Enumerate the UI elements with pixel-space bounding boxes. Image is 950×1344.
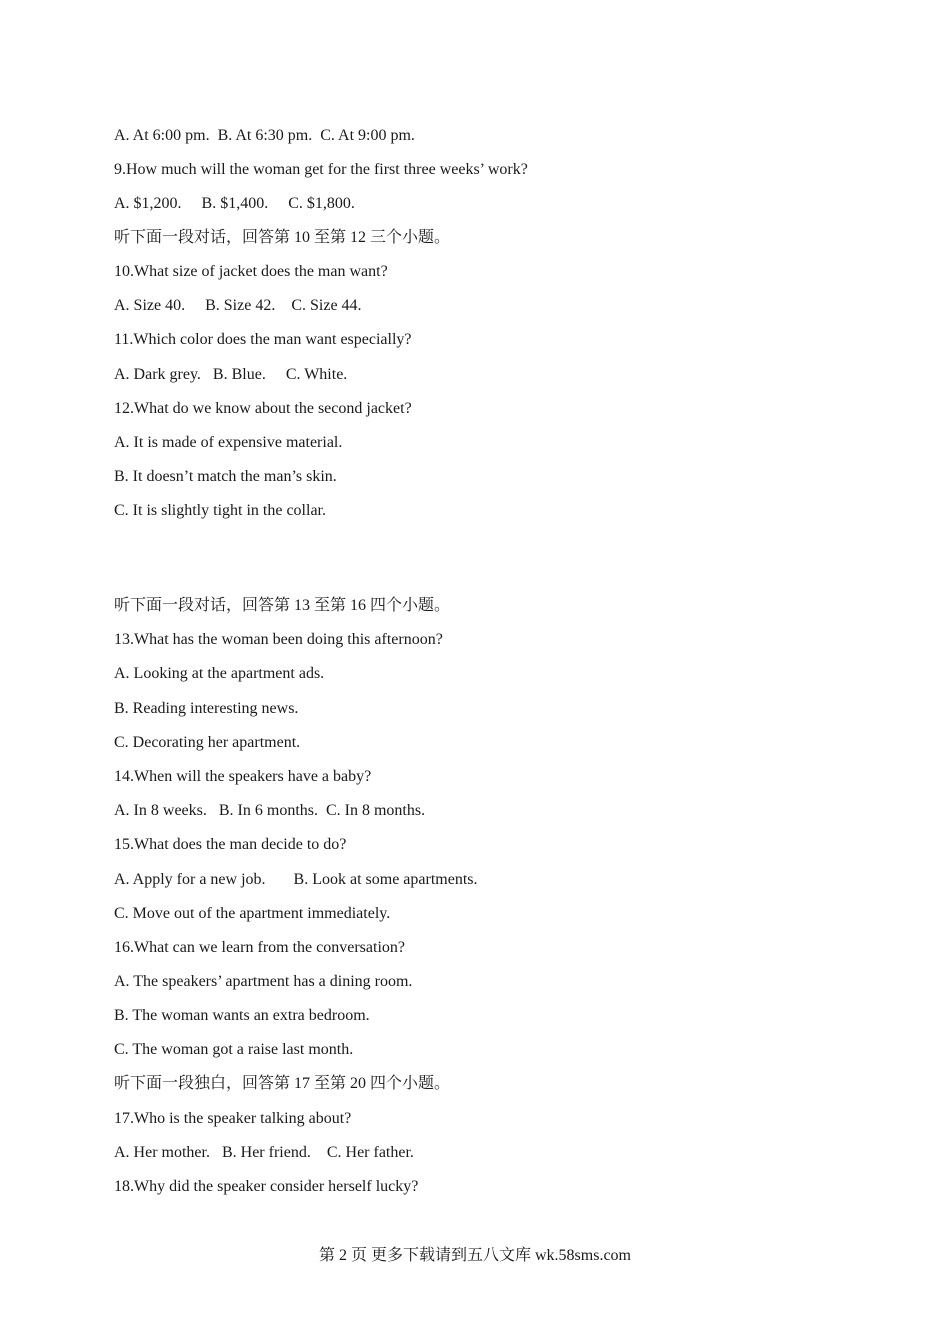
question-14: 14.When will the speakers have a baby?: [114, 768, 372, 785]
question-18: 18.Why did the speaker consider herself lucky?: [114, 1178, 419, 1195]
option-q13-a: A. Looking at the apartment ads.: [114, 665, 325, 682]
section-instruction-17-20: 听下面一段独白，回答第 17 至第 20 四个小题。: [114, 1075, 451, 1092]
option-line-q10: A. Size 40. B. Size 42. C. Size 44.: [114, 297, 362, 314]
option-q12-c: C. It is slightly tight in the collar.: [114, 502, 326, 519]
page-footer: 第 2 页 更多下载请到五八文库 wk.58sms.com: [318, 1247, 631, 1264]
question-10: 10.What size of jacket does the man want?: [114, 263, 388, 280]
option-q13-c: C. Decorating her apartment.: [114, 734, 301, 751]
option-q16-a: A. The speakers’ apartment has a dining room.: [114, 973, 413, 990]
option-q16-b: B. The woman wants an extra bedroom.: [114, 1007, 370, 1024]
option-line-q14: A. In 8 weeks. B. In 6 months. C. In 8 months.: [114, 802, 426, 819]
option-line-q15-ab: A. Apply for a new job. B. Look at some apartments.: [114, 871, 478, 888]
option-q15-c: C. Move out of the apartment immediately.: [114, 905, 391, 922]
section-instruction-10-12: 听下面一段对话，回答第 10 至第 12 三个小题。: [114, 229, 451, 246]
option-line-q17: A. Her mother. B. Her friend. C. Her father.: [114, 1144, 414, 1161]
question-9: 9.How much will the woman get for the first three weeks’ work?: [114, 161, 528, 178]
question-11: 11.Which color does the man want especially?: [114, 331, 412, 348]
question-15: 15.What does the man decide to do?: [114, 836, 347, 853]
question-12: 12.What do we know about the second jacket?: [114, 400, 412, 417]
question-16: 16.What can we learn from the conversation?: [114, 939, 405, 956]
option-line-q8: A. At 6:00 pm. B. At 6:30 pm. C. At 9:00 pm.: [114, 127, 415, 144]
question-13: 13.What has the woman been doing this afternoon?: [114, 631, 443, 648]
option-line-q11: A. Dark grey. B. Blue. C. White.: [114, 366, 348, 383]
option-q13-b: B. Reading interesting news.: [114, 700, 299, 717]
option-q16-c: C. The woman got a raise last month.: [114, 1041, 354, 1058]
question-17: 17.Who is the speaker talking about?: [114, 1110, 352, 1127]
option-q12-b: B. It doesn’t match the man’s skin.: [114, 468, 337, 485]
option-line-q9: A. $1,200. B. $1,400. C. $1,800.: [114, 195, 355, 212]
section-instruction-13-16: 听下面一段对话，回答第 13 至第 16 四个小题。: [114, 597, 451, 614]
option-q12-a: A. It is made of expensive material.: [114, 434, 343, 451]
